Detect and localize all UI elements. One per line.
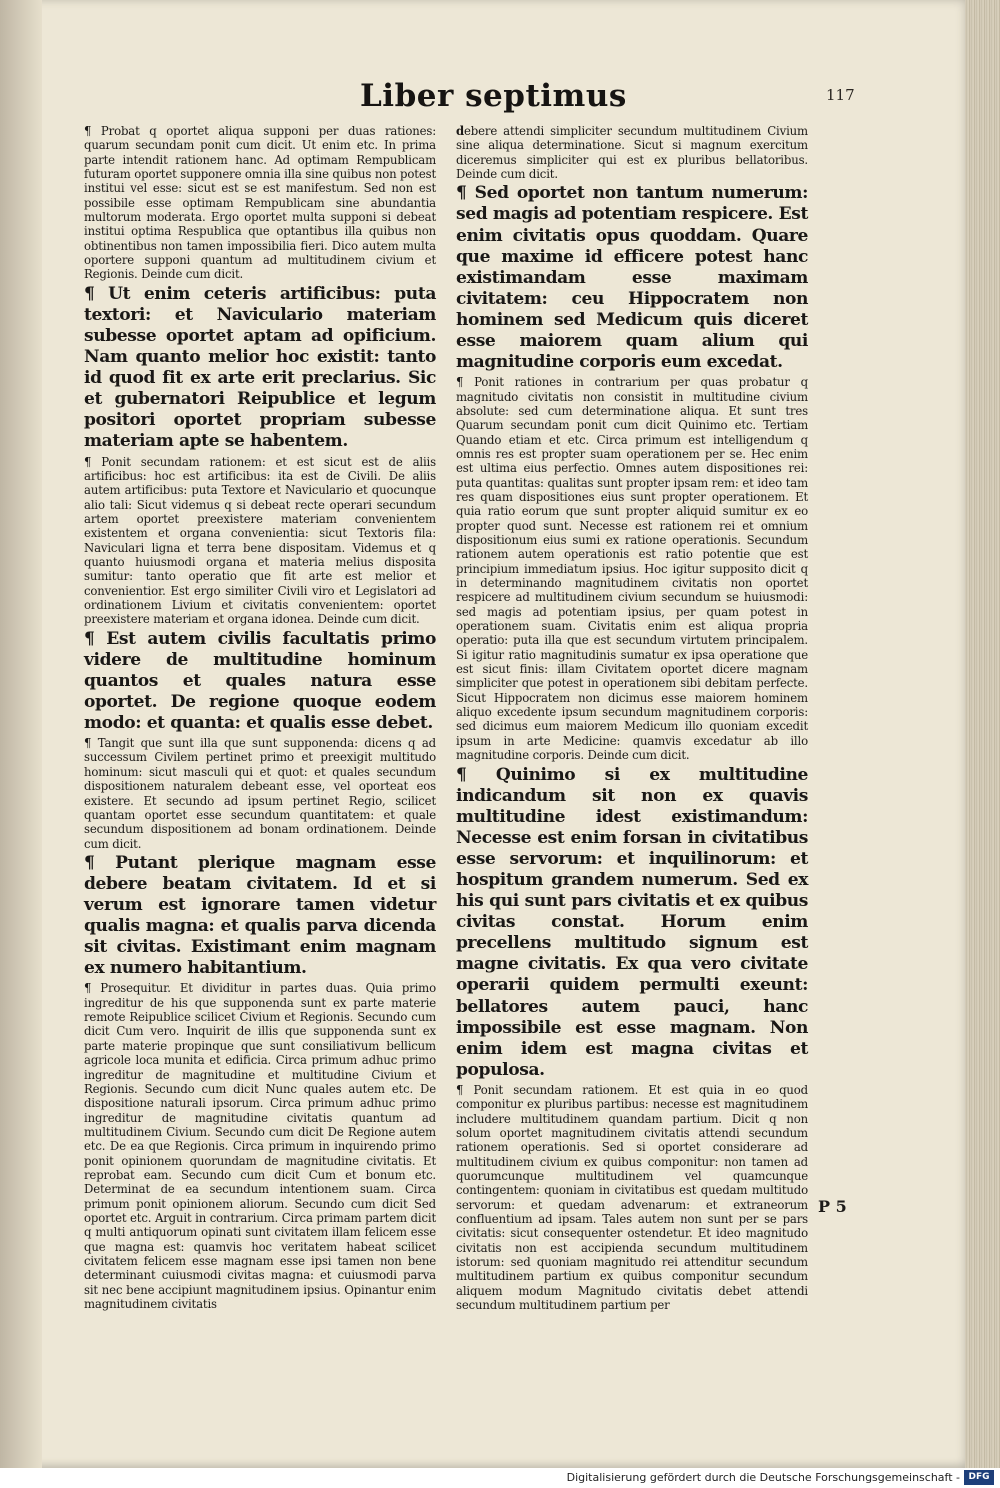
binding-gutter bbox=[0, 0, 42, 1468]
commentary-passage: ¶ Probat q oportet aliqua supponi per duas rationes: quarum secundam ponit cum dicit. Ut enim etc. In prima parte intendit rationem hanc. Ad optimam Rempublicam futuram oportet supponere omnia illa sine quibus non potest institui vel esse: sicut est se est manifestum. Sed non est possibile esse optimam Rempublicam sine abundantia multorum moderata. Ergo oportet multa supponi si debeat institui optima Respublica que optantibus illa quibus non obtinentibus non tamen impossibilia fieri. Dico autem multa oportere supponi quantum ad multitudinem civium et Regionis. Deinde cum dicit. bbox=[84, 124, 436, 282]
text-passage: ¶ Quinimo si ex multitudine indicandum sit non ex quavis multitudine idest existimandum: Necesse est enim forsan in civitatibus esse servorum: et inquilinorum: et hospitum grandem numerum. Sed ex his qui sunt pars civitatis et ex quibus civitas constat. Horum enim precellens multitudo signum est magne civitatis. Ex qua vero civitate operarii quidem permulti exeunt: bellatores autem pauci, hanc impossibile est esse magnam. Non enim idem est magna civitas et populosa. bbox=[456, 764, 808, 1080]
signature-mark: P 5 bbox=[818, 1197, 847, 1216]
footer-bar bbox=[0, 1468, 1000, 1488]
text-passage: ¶ Putant plerique magnam esse debere beatam civitatem. Id et si verum est ignorare tamen videtur qualis magna: et qualis parva dicenda sit civitas. Existimant enim magnam ex numero habitantium. bbox=[84, 852, 436, 979]
commentary-passage: ¶ Tangit que sunt illa que sunt supponenda: dicens q ad successum Civilem pertinet primo et preexigit multitudo hominum: sicut masculi qui et quot: et quales secundum dispositionem naturalem debeant esse, vel oporteat eos existere. Et secundo ad ipsum pertinet Regio, scilicet quantam oportet esse secundum quantitatem: et quale secundum dispositionem ad bonam ordinationem. Deinde cum dicit. bbox=[84, 736, 436, 851]
text-passage: ¶ Est autem civilis facultatis primo videre de multitudine hominum quantos et quales natura esse oportet. De regione quoque eodem modo: et quanta: et qualis esse debet. bbox=[84, 628, 436, 734]
commentary-passage: ¶ Ponit secundam rationem: et est sicut est de aliis artificibus: hoc est artificibus: ita est de Civili. De aliis autem artificibus: puta Textore et Naviculario et quocunque alio tali: Sicut videmus q si debeat recte operari secundum artem oportet preexistere materiam convenientem existentem et organa convenientia: sicut Textoris fila: Naviculari ligna et terra bene dispositam. Videmus et q quanto huiusmodi organa et materia melius disposita sumitur: tanto operatio que fit arte est melior et convenientior. Est ergo similiter Civili viro et Legislatori ad ordinationem Livium et civitatis convenientem: oportet preexistere materiam et organa idonea. Deinde cum dicit. bbox=[84, 454, 436, 627]
page-edges bbox=[965, 0, 1000, 1468]
right-column bbox=[456, 124, 808, 1312]
commentary-passage: ¶ Ponit rationes in contrarium per quas probatur q magnitudo civitatis non consistit in multitudine civium absolute: sed cum determinatione aliqua. Et sunt tres Quarum secundam ponit cum dicit Quinimo etc. Tertiam Quando etiam et etc. Circa primum est intelligendum q omnis res est propter suam operationem per se. Hec enim est ultima eius perfectio. Omnes autem dispositiones rei: puta quantitas: qualitas sunt propter ipsam rem: et ideo tam res quam dispositiones eius sunt propter operationem. Et quia ratio eorum que sunt propter aliquid sumitur ex eo propter quod sunt. Necesse est rationem rei et omnium dispositionum eius sumi ex ratione operationis. Secundum rationem autem operationis est ratio potentie que est principium immediatum ipsius. Hoc igitur supposito dicit q in determinando magnitudinem civitatis non oportet respicere ad multitudinem civium secundum se huiusmodi: sed magis ad potentiam ipsius, per quam potest in operationem suam. Civitatis enim est aliqua propria operatio: puta illa que est secundum virtutem principalem. Si igitur ratio magnitudinis sumatur ex ipsa operatione que est sicut finis: illam Civitatem oportet dicere magnam simpliciter que potest in operationem sibi debitam perfecte. Sicut Hippocratem non dicimus esse maiorem hominem aliquo excedente ipsum secundum magnitudinem corporis: sed dicimus eum maiorem Medicum illo quoniam excedit ipsum in arte Medicine: quamvis excedatur ab illo magnitudine corporis. Deinde cum dicit. bbox=[456, 375, 808, 763]
dfg-logo: DFG bbox=[964, 1470, 994, 1485]
text-passage: ¶ Ut enim ceteris artificibus: puta textori: et Naviculario materiam subesse oportet aptam ad opificium. Nam quanto melior hoc existit: tanto id quod fit ex arte erit preclarius. Sic et gubernatori Reipublice et legum positori oportet propriam subesse materiam apte se habentem. bbox=[84, 283, 436, 452]
commentary-passage: ¶ Prosequitur. Et dividitur in partes duas. Quia primo ingreditur de his que supponenda sunt ex parte materie remote Reipublice scilicet Civium et Regionis. Secundo cum dicit Cum vero. Inquirit de illis que supponenda sunt ex parte materie propinque que sunt consiliativum bellicum agricole loca munita et edificia. Circa primum adhuc primo ingreditur de magnitudine et multitudine Civium et Regionis. Secundo cum dicit Nunc quales autem etc. De dispositione naturali ipsorum. Circa primum adhuc primo ingreditur de magnitudine civitatis quantum ad multitudinem Civium. Secundo cum dicit De Regione autem etc. De ea que Regionis. Circa primum in inquirendo primo ponit opinionem quorundam de magnitudine civitatis. Et reprobat eam. Secundo cum dicit Cum et bonum etc. Determinat de ea secundum intentionem suam. Circa primum ponit opinionem aliorum. Secundo cum dicit Sed oportet etc. Arguit in contrarium. Circa primam partem dicit q multi antiquorum opinati sunt civitatem illam felicem esse que magna est: quamvis hoc veritatem habeat scilicet civitatem felicem esse magnam esse ipsi tamen non bene determinant cuiusmodi civitas magna: et cuiusmodi parva sit nec bene accipiunt magnitudinem ipsius. Opinantur enim magnitudinem civitatis bbox=[84, 981, 436, 1311]
commentary-passage: debere attendi simpliciter secundum multitudinem Civium sine aliqua determinatione. Sicut si magnum exercitum diceremus simpliciter qui est ex pluribus bellatoribus. Deinde cum dicit. bbox=[456, 124, 808, 182]
commentary-passage: ¶ Ponit secundam rationem. Et est quia in eo quod componitur ex pluribus partibus: necesse est magnitudinem includere multitudinem quandam partium. Dicit q non solum oportet magnitudinem civitatis attendi secundum rationem operationis. Sed si oportet considerare ad multitudinem civium ex quibus componitur: non tamen ad quorumcunque multitudinem vel quamcunque contingentem: quoniam in civitatibus est quedam multitudo servorum: et quedam advenarum: et extraneorum confluentium ad ipsam. Tales autem non sunt per se pars civitatis: sicut consequenter ostendetur. Et ideo magnitudo civitatis non est accipienda secundum multitudinem istorum: sed quoniam magnitudo rei attenditur secundum multitudinem partium ex quibus componitur secundum aliquem modum Magnitudo civitatis debet attendi secundum multitudinem partium per bbox=[456, 1082, 808, 1313]
left-column bbox=[84, 124, 436, 1311]
text-passage: ¶ Sed oportet non tantum numerum: sed magis ad potentiam respicere. Est enim civitatis opus quoddam. Quare que maxime id efficere potest hanc existimandam esse maximam civitatem: ceu Hippocratem non hominem sed Medicum quis diceret esse maiorem quam alium qui magnitudine corporis eum excedat. bbox=[456, 183, 808, 373]
folio-number: 117 bbox=[826, 86, 855, 104]
running-head: Liber septimus bbox=[360, 78, 627, 114]
footer-credit: Digitalisierung gefördert durch die Deutsche Forschungsgemeinschaft - bbox=[566, 1471, 960, 1484]
